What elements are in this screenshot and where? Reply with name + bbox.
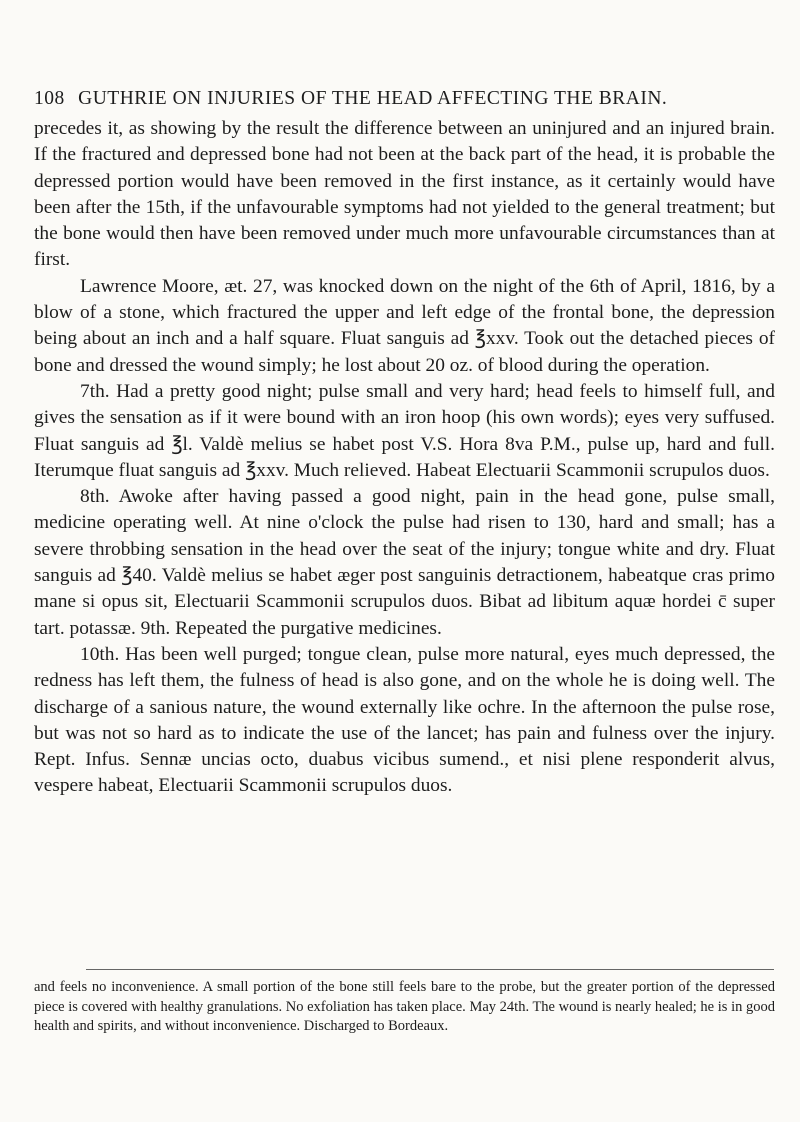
footnote-divider (86, 969, 774, 970)
page-number: 108 (34, 88, 65, 109)
running-title: GUTHRIE ON INJURIES OF THE HEAD AFFECTING THE BRAIN. (78, 88, 668, 109)
paragraph-day-10: 10th. Has been well purged; tongue clean, pulse more natural, eyes much depressed, the redness has left them, the fulness of head is also gone, and on the whole he is doing well. The discharge of a sanious nature, the wound externally like ochre. In the afternoon the pulse rose, but was not so hard as to indicate the use of the lancet; has pain and fulness over the injury. Rept. Infus. Sennæ uncias octo, duabus vicibus sumend., et nisi plene responderit alvus, vespere habeat, Electuarii Scammonii scrupulos duos. (34, 643, 775, 797)
running-header (34, 88, 774, 110)
paragraph-case-history: Lawrence Moore, æt. 27, was knocked down on the night of the 6th of April, 1816, by a blow of a stone, which fractured the upper and left edge of the frontal bone, the depression being about an inch and a half square. Fluat sanguis ad ℥xxv. Took out the detached pieces of bone and dressed the wound simply; he lost about 20 oz. of blood during the operation. (34, 275, 775, 376)
footnote: and feels no inconvenience. A small portion of the bone still feels bare to the probe, but the greater portion of the depressed piece is covered with healthy granulations. No exfoliation has taken place. May 24th. The wound is nearly healed; he is in good health and spirits, and without inconvenience. Discharged to Bordeaux. (34, 979, 775, 1035)
paragraph-day-7: 7th. Had a pretty good night; pulse small and very hard; head feels to himself full, and gives the sensation as if it were bound with an iron hoop (his own words); eyes very suffused. Fluat sanguis ad ℥l. Valdè melius se habet post V.S. Hora 8va P.M., pulse up, hard and full. Iterumque fluat sanguis ad ℥xxv. Much relieved. Habeat Electuarii Scammonii scrupulos duos. (34, 380, 775, 481)
paragraph-day-8: 8th. Awoke after having passed a good night, pain in the head gone, pulse small, medicine operating well. At nine o'clock the pulse had risen to 130, hard and small; has a severe throbbing sensation in the head over the seat of the injury; tongue white and dry. Fluat sanguis ad ℥40. Valdè melius se habet æger post sanguinis detractionem, habeatque cras primo mane si opus sit, Electuarii Scammonii scrupulos duos. Bibat ad libitum aquæ hordei c̄ super tart. potassæ. 9th. Repeated the purgative medicines. (34, 486, 775, 639)
paragraph-continuation: precedes it, as showing by the result the difference between an uninjured and an injured brain. If the fractured and depressed bone had not been at the back part of the head, it is probable the depressed portion would have been removed in the first instance, as it certainly would have been after the 15th, if the unfavourable symptoms had not yielded to the general treatment; but the bone would then have been removed under much more unfavourable circumstances than at first. (34, 118, 775, 271)
main-text (34, 116, 775, 800)
